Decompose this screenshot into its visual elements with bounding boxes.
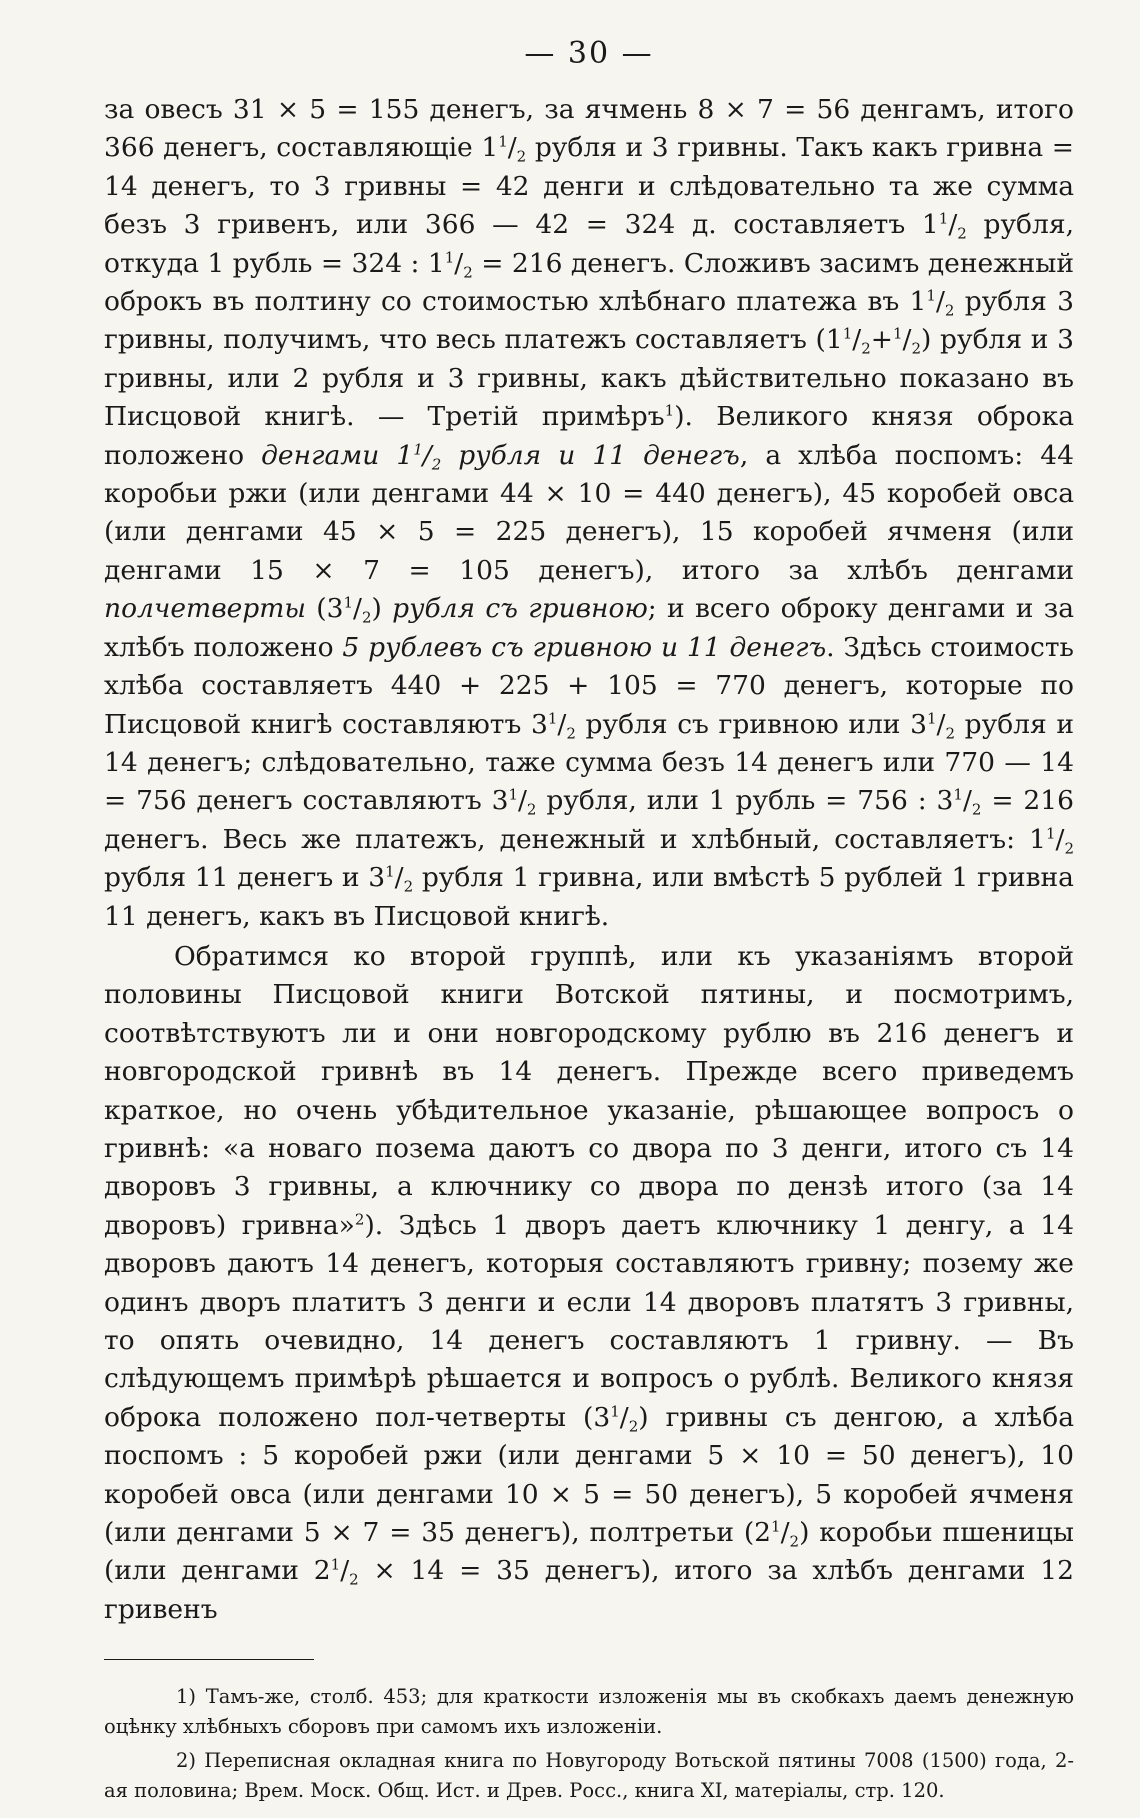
footnote-1: 1) Тамъ-же, столб. 453; для краткости изложенія мы въ скобкахъ даемъ денежную оцѣнку хлѣбныхъ сборовъ при самомъ ихъ изложеніи. [104, 1685, 1074, 1739]
footnote-2: 2) Переписная окладная книга по Новугороду Вотьской пятины 7008 (1500) года, 2-ая половина; Врем. Моск. Общ. Ист. и Древ. Росс., книга XI, матеріалы, стр. 120. [104, 1749, 1074, 1803]
paragraph-2: Обратимся ко второй группѣ, или къ указаніямъ второй половины Писцовой книги Вотской пятины, и посмотримъ, соотвѣтствуютъ ли и они новгородскому рублю въ 216 денегъ и новгородской гривнѣ въ 14 денегъ. Прежде всего приведемъ краткое, но очень убѣдительное указаніе, рѣшающее вопросъ о гривнѣ: «а новаго позема даютъ со двора по 3 денги, итого съ 14 дворовъ 3 гривны, а ключнику со двора по дензѣ итого (за 14 дворовъ) гривна»$^2$). Здѣсь 1 дворъ даетъ ключнику 1 денгу, а 14 дворовъ даютъ 14 денегъ, которыя составляютъ гривну; позему же одинъ дворъ платитъ 3 денги и если 14 дворовъ платятъ 3 гривны, то опять очевидно, 14 денегъ составляютъ 1 гривну. — Въ слѣдующемъ примѣрѣ рѣшается и вопросъ о рублѣ. Великого князя оброка положено пол-четверты $(3^1/_2)$ гривны съ денгою, а хлѣба поспомъ : 5 коробей ржи (или денгами 5 × 10 = 50 денегъ), 10 коробей овса (или денгами 10 × 5 = 50 денегъ), 5 коробей ячменя (или денгами 5 × 7 = 35 денегъ), полтретьи $(2^1/_2)$ коробьи пшеницы (или денгами $2^1/_2 \times 14 = 35$ денегъ), итого за хлѣбъ денгами 12 гривенъ [104, 940, 1075, 1625]
paragraph-1: за овесъ 31 × 5 = 155 денегъ, за ячмень 8 × 7 = 56 денгамъ, итого 366 денегъ, составляющіе $1^1/_2$ рубля и 3 гривны. Такъ какъ гривна = 14 денегъ, то 3 гривны = 42 денги и слѣдовательно та же сумма безъ 3 гривенъ, или 366 — 42 = 324 д. составляетъ $1^1/_2$ рубля, откуда 1 рубль = 324 : $1^1/_2 = 216$ денегъ. Сложивъ засимъ денежный оброкъ въ полтину со стоимостью хлѣбнаго платежа въ $1^1/_2$ рубля 3 гривны, получимъ, что весь платежъ составляетъ $(1^1/_2+^1/_2)$ рубля и 3 гривны, или 2 рубля и 3 гривны, какъ дѣйствительно показано въ Писцовой книгѣ. — Третій примѣръ$^1$). Великого князя оброка положено денгами $1^1/_2$ рубля и 11 денегъ, а хлѣба поспомъ: 44 коробьи ржи (или денгами 44 × 10 = 440 денегъ), 45 коробей овса (или денгами 45 × 5 = 225 денегъ), 15 коробей ячменя (или денгами 15 × 7 = 105 денегъ), итого за хлѣбъ денгами полчетверты $(3^1/_2)$ рубля съ гривною; и всего оброку денгами и за хлѣбъ положено 5 рублевъ съ гривною и 11 денегъ. Здѣсь стоимость хлѣба составляетъ 440 + 225 + 105 = 770 денегъ, которые по Писцовой книгѣ составляютъ $3^1/_2$ рубля съ гривною или $3^1/_2$ рубля и 14 денегъ; слѣдовательно, таже сумма безъ 14 денегъ или 770 — 14 = 756 денегъ составляютъ $3^1/_2$ рубля, или 1 рубль = 756 : $3^1/_2 = 216$ денегъ. Весь же платежъ, денежный и хлѣбный, составляетъ: $1^1/_2$ рубля 11 денегъ и $3^1/_2$ рубля 1 гривна, или вмѣстѣ 5 рублей 1 гривна 11 денегъ, какъ въ Писцовой книгѣ. [104, 94, 1075, 932]
footnote-ref-1: 1 [664, 401, 675, 420]
page [104, 36, 1074, 1810]
footnote-ref-2: 2 [354, 1210, 365, 1229]
body-text [104, 91, 1074, 1629]
footnote-divider [104, 1659, 314, 1660]
footnotes [104, 1682, 1074, 1806]
page-number: — 30 — [524, 36, 654, 71]
